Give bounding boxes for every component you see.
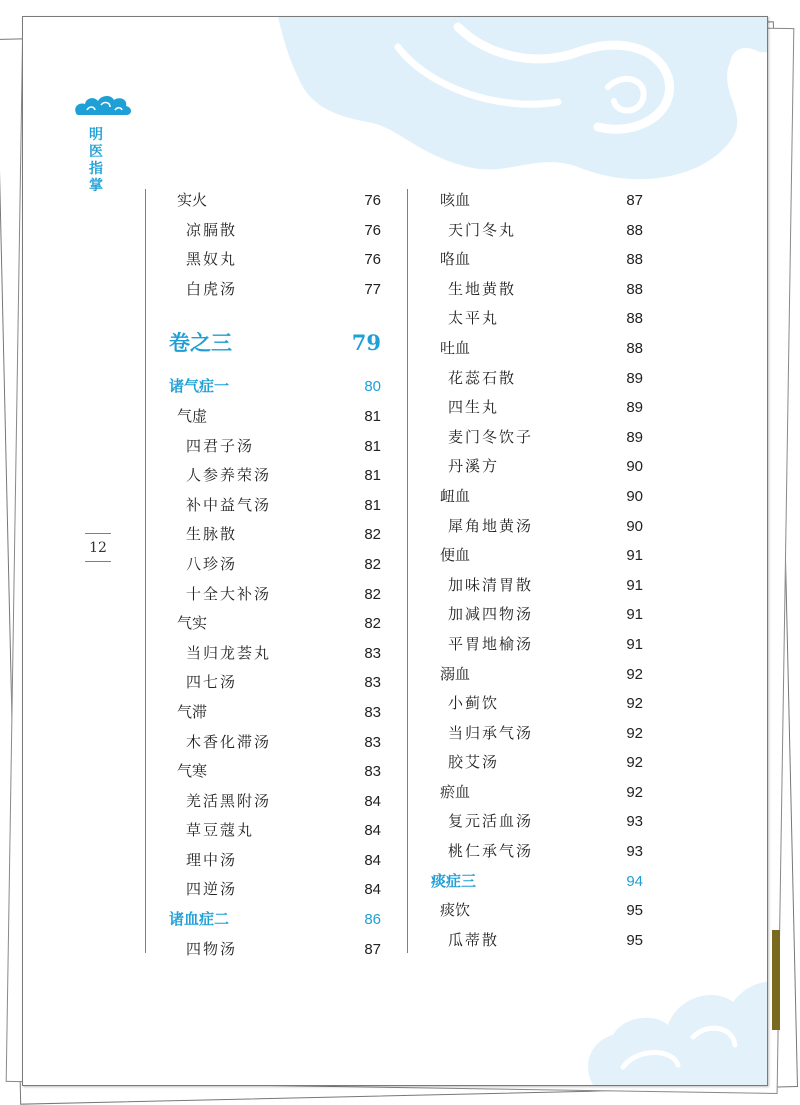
toc-entry-title: 麦门冬饮子	[448, 427, 534, 446]
toc-entry-page: 91	[626, 606, 643, 624]
toc-entry-title: 气寒	[177, 762, 208, 781]
toc-entry-page: 88	[626, 310, 643, 328]
toc-entry-page: 82	[364, 555, 381, 573]
toc-entry-page: 82	[364, 585, 381, 603]
page-number: 12	[85, 533, 111, 562]
toc-entry-page: 83	[364, 763, 381, 781]
toc-section-entry	[407, 334, 643, 364]
toc-entry-title: 卷之三	[169, 330, 232, 356]
book-title-vertical: 明 医 指 掌	[89, 127, 103, 194]
toc-entry-title: 生脉散	[186, 525, 238, 544]
toc-formula-entry	[407, 748, 643, 778]
toc-section-entry	[407, 778, 643, 808]
toc-entry-title: 气虚	[177, 406, 208, 425]
toc-formula-entry	[407, 926, 643, 956]
toc-entry-title: 实火	[177, 191, 208, 209]
toc-entry-title: 衄血	[440, 486, 471, 505]
toc-formula-entry	[407, 423, 643, 453]
toc-entry-title: 补中益气汤	[186, 495, 272, 514]
toc-entry-title: 吐血	[440, 338, 471, 357]
toc-entry-title: 天门冬丸	[448, 220, 517, 239]
toc-entry-page: 92	[626, 783, 643, 801]
toc-section-entry	[145, 609, 381, 639]
toc-entry-page: 88	[626, 251, 643, 269]
toc-entry-title: 八珍汤	[186, 554, 238, 573]
toc-formula-entry	[145, 875, 381, 905]
toc-formula-entry	[145, 846, 381, 876]
toc-chapter-heading	[407, 867, 643, 897]
toc-entry-title: 桃仁承气汤	[448, 842, 534, 861]
toc-entry-title: 理中汤	[186, 850, 238, 869]
toc-formula-entry	[407, 719, 643, 749]
toc-entry-page: 93	[626, 813, 643, 831]
toc-entry-title: 花蕊石散	[448, 368, 517, 387]
toc-formula-entry	[145, 935, 381, 965]
toc-entry-title: 诸气症一	[169, 377, 230, 396]
toc-entry-page: 82	[364, 526, 381, 544]
toc-entry-page: 87	[364, 940, 381, 958]
toc-entry-page: 89	[626, 369, 643, 387]
toc-entry-page: 95	[626, 931, 643, 949]
toc-entry-title: 四物汤	[186, 939, 238, 958]
toc-formula-entry	[145, 668, 381, 698]
toc-formula-entry	[407, 689, 643, 719]
toc-entry-page: 94	[626, 872, 643, 890]
toc-entry-page: 84	[364, 822, 381, 840]
toc-entry-page: 89	[626, 399, 643, 417]
toc-formula-entry	[407, 600, 643, 630]
toc-entry-page: 76	[364, 192, 381, 209]
toc-entry-title: 凉膈散	[186, 220, 238, 239]
toc-formula-entry	[407, 275, 643, 305]
toc-entry-title: 羌活黑附汤	[186, 791, 272, 810]
toc-entry-page: 81	[364, 496, 381, 514]
toc-entry-page: 91	[626, 576, 643, 594]
toc-section-entry	[145, 757, 381, 787]
toc-formula-entry	[145, 275, 381, 305]
toc-formula-entry	[145, 639, 381, 669]
toc-chapter-heading	[145, 905, 381, 935]
toc-entry-title: 瓜蒂散	[448, 930, 500, 949]
toc-entry-title: 人参养荣汤	[186, 466, 272, 485]
toc-formula-entry	[407, 512, 643, 542]
toc-entry-page: 84	[364, 881, 381, 899]
toc-entry-title: 十全大补汤	[186, 584, 272, 603]
toc-entry-page: 93	[626, 843, 643, 861]
toc-formula-entry	[407, 837, 643, 867]
toc-entry-page: 76	[364, 251, 381, 269]
cloud-pattern-bottom-decoration	[563, 957, 767, 1085]
toc-entry-title: 加减四物汤	[448, 605, 534, 624]
toc-entry-page: 88	[626, 339, 643, 357]
toc-formula-entry	[407, 630, 643, 660]
toc-entry-page: 88	[626, 280, 643, 298]
toc-entry-title: 四君子汤	[186, 436, 255, 455]
toc-formula-entry	[407, 304, 643, 334]
toc-entry-title: 瘀血	[440, 782, 471, 801]
toc-formula-entry	[145, 432, 381, 462]
toc-entry-page: 90	[626, 517, 643, 535]
toc-formula-entry	[145, 816, 381, 846]
toc-entry-title: 木香化滞汤	[186, 732, 272, 751]
toc-formula-entry	[407, 364, 643, 394]
toc-entry-title: 溺血	[440, 664, 471, 683]
book-page	[22, 16, 768, 1086]
toc-entry-page: 79	[351, 330, 381, 356]
toc-entry-title: 气实	[177, 614, 208, 633]
toc-entry-title: 痰饮	[440, 901, 471, 920]
toc-chapter-heading	[145, 372, 381, 402]
toc-entry-title: 白虎汤	[186, 279, 238, 298]
toc-column-left	[145, 186, 381, 964]
toc-entry-page: 81	[364, 407, 381, 425]
toc-formula-entry	[145, 245, 381, 275]
toc-formula-entry	[145, 461, 381, 491]
toc-entry-title: 四七汤	[186, 673, 238, 692]
toc-entry-page: 83	[364, 644, 381, 662]
toc-section-entry	[407, 660, 643, 690]
toc-entry-title: 生地黄散	[448, 279, 517, 298]
toc-entry-page: 91	[626, 547, 643, 565]
toc-entry-page: 77	[364, 280, 381, 298]
toc-entry-title: 草豆蔻丸	[186, 821, 255, 840]
toc-formula-entry	[407, 216, 643, 246]
toc-entry-title: 气滞	[177, 702, 208, 721]
toc-entry-page: 90	[626, 487, 643, 505]
toc-entry-page: 89	[626, 428, 643, 446]
toc-entry-page: 82	[364, 615, 381, 633]
auspicious-cloud-logo-icon	[73, 93, 133, 119]
toc-entry-page: 86	[364, 911, 381, 929]
toc-entry-page: 83	[364, 674, 381, 692]
toc-entry-title: 复元活血汤	[448, 812, 534, 831]
toc-entry-page: 83	[364, 703, 381, 721]
toc-volume-heading	[145, 318, 381, 368]
toc-formula-entry	[407, 452, 643, 482]
toc-formula-entry	[407, 571, 643, 601]
toc-section-entry	[145, 402, 381, 432]
toc-entry-page: 80	[364, 378, 381, 396]
toc-entry-page: 84	[364, 851, 381, 869]
toc-entry-page: 81	[364, 467, 381, 485]
toc-entry-page: 95	[626, 902, 643, 920]
toc-entry-page: 87	[626, 192, 643, 209]
toc-entry-title: 丹溪方	[448, 457, 500, 476]
toc-entry-page: 90	[626, 458, 643, 476]
toc-entry-title: 当归龙荟丸	[186, 643, 272, 662]
toc-entry-title: 痰症三	[431, 871, 477, 890]
toc-entry-title: 黑奴丸	[186, 250, 238, 269]
toc-entry-title: 诸血症二	[169, 910, 230, 929]
toc-entry-page: 88	[626, 221, 643, 239]
toc-entry-page: 76	[364, 221, 381, 239]
toc-formula-entry	[145, 580, 381, 610]
toc-entry-page: 84	[364, 792, 381, 810]
toc-entry-title: 胶艾汤	[448, 753, 500, 772]
toc-entry-title: 当归承气汤	[448, 723, 534, 742]
toc-entry-title: 平胃地榆汤	[448, 634, 534, 653]
book-edge-accent	[772, 930, 780, 1030]
toc-entry-page: 92	[626, 754, 643, 772]
toc-formula-entry	[145, 216, 381, 246]
toc-entry-title: 咯血	[440, 250, 471, 269]
toc-section-entry	[145, 186, 381, 216]
toc-entry-title: 便血	[440, 546, 471, 565]
toc-formula-entry	[407, 393, 643, 423]
toc-formula-entry	[407, 807, 643, 837]
toc-entry-page: 83	[364, 733, 381, 751]
toc-section-entry	[407, 245, 643, 275]
toc-formula-entry	[145, 787, 381, 817]
toc-entry-title: 小蓟饮	[448, 694, 500, 713]
toc-entry-title: 四逆汤	[186, 880, 238, 899]
toc-entry-page: 81	[364, 437, 381, 455]
toc-entry-page: 92	[626, 695, 643, 713]
toc-formula-entry	[145, 550, 381, 580]
toc-entry-title: 加味清胃散	[448, 575, 534, 594]
toc-section-entry	[407, 896, 643, 926]
toc-column-right	[407, 186, 643, 955]
toc-formula-entry	[145, 520, 381, 550]
toc-formula-entry	[145, 728, 381, 758]
toc-formula-entry	[145, 491, 381, 521]
cloud-pattern-decoration	[278, 17, 767, 202]
toc-section-entry	[407, 186, 643, 216]
toc-entry-page: 92	[626, 724, 643, 742]
toc-entry-title: 咳血	[440, 191, 471, 209]
toc-section-entry	[407, 541, 643, 571]
toc-entry-page: 92	[626, 665, 643, 683]
toc-section-entry	[145, 698, 381, 728]
toc-entry-title: 太平丸	[448, 309, 500, 328]
toc-entry-title: 犀角地黄汤	[448, 516, 534, 535]
toc-section-entry	[407, 482, 643, 512]
toc-entry-page: 91	[626, 635, 643, 653]
toc-entry-title: 四生丸	[448, 398, 500, 417]
